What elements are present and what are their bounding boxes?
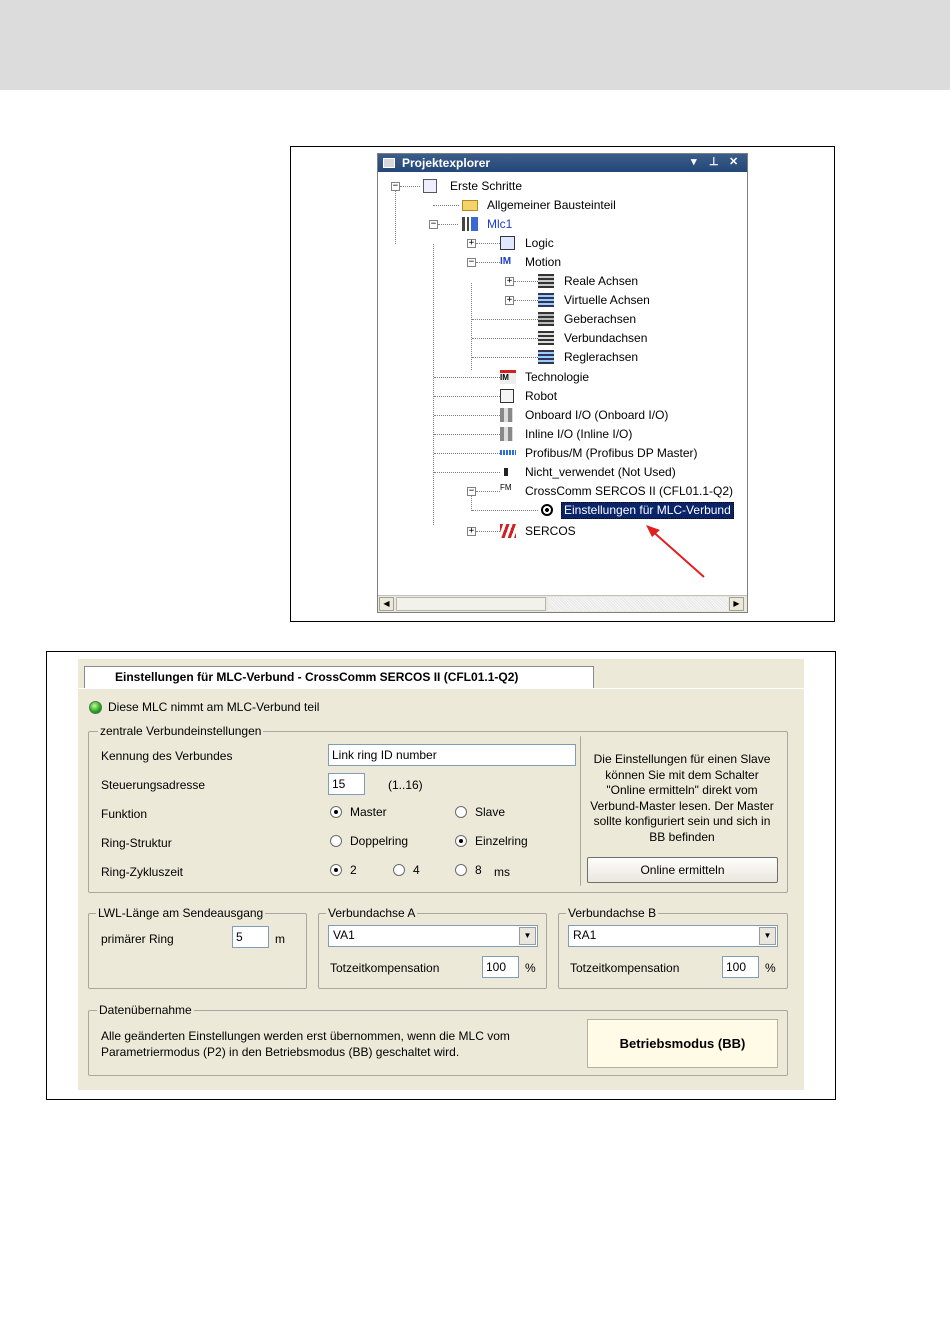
logic-icon <box>500 236 515 250</box>
tree-line <box>514 300 538 301</box>
explorer-titlebar <box>378 154 747 172</box>
radio-zyklus-4[interactable] <box>393 864 405 876</box>
scroll-right-icon[interactable]: ▶ <box>729 597 744 611</box>
tree-label: Onboard I/O (Onboard I/O) <box>525 408 669 422</box>
tree-label: Erste Schritte <box>450 179 523 193</box>
tree-label: Technologie <box>525 370 590 384</box>
tree-item-reglerachsen[interactable] <box>378 348 747 366</box>
arrow-shaft <box>650 529 704 577</box>
steuerungsadresse-input[interactable]: 15 <box>328 773 365 795</box>
tree-label: Inline I/O (Inline I/O) <box>525 427 633 441</box>
tab-einstellungen[interactable]: Einstellungen für MLC-Verbund - CrossComm SERCOS II (CFL01.1-Q2) <box>84 666 594 688</box>
tree-label: Robot <box>525 389 558 403</box>
tree-line <box>472 319 538 320</box>
tree-line <box>476 262 500 263</box>
collapse-icon[interactable]: − <box>430 219 437 229</box>
group-legend-lwl: LWL-Länge am Sendeausgang <box>98 906 264 920</box>
group-legend-central: zentrale Verbundeinstellungen <box>100 724 262 738</box>
verbundachse-a-select[interactable] <box>328 925 538 947</box>
tree-label-selected: Einstellungen für MLC-Verbund <box>561 502 734 519</box>
tree-label: Nicht_verwendet (Not Used) <box>525 465 676 479</box>
info-line: BB befinden <box>649 829 715 844</box>
tree-item-virtuelle-achsen[interactable] <box>378 291 747 309</box>
tree-label: Allgemeiner Bausteinteil <box>487 198 616 212</box>
totzeit-a-label: Totzeitkompensation <box>330 961 440 975</box>
totzeit-a-unit: % <box>525 961 536 975</box>
steuerungsadresse-range: (1..16) <box>388 778 423 792</box>
verbundachse-a-value: VA1 <box>333 928 355 942</box>
project-icon <box>423 179 437 193</box>
scroll-track[interactable] <box>548 597 728 611</box>
tree-line <box>476 531 500 532</box>
annotation-arrow <box>630 515 720 590</box>
tree-item-robot[interactable] <box>378 387 747 405</box>
tree-label: Mlc1 <box>487 217 513 231</box>
tree-item-verbundachsen[interactable] <box>378 329 747 347</box>
tree-item-geberachsen[interactable] <box>378 310 747 328</box>
pin-icon[interactable]: ⊥ <box>709 156 719 168</box>
io-icon <box>500 408 513 422</box>
tree-item-profibus[interactable] <box>378 444 747 462</box>
tree-label: Profibus/M (Profibus DP Master) <box>525 446 698 460</box>
scroll-thumb[interactable] <box>396 597 546 611</box>
collapse-icon[interactable]: − <box>392 181 399 191</box>
tree-label: Verbundachsen <box>564 331 648 345</box>
tree-item-technologie[interactable] <box>378 368 747 386</box>
tree-label: Logic <box>525 236 554 250</box>
tree-label: Virtuelle Achsen <box>564 293 650 307</box>
steuerungsadresse-label: Steuerungsadresse <box>101 778 206 792</box>
unused-icon <box>504 468 508 476</box>
betriebsmodus-status: Betriebsmodus (BB) <box>587 1019 778 1068</box>
tree-line <box>476 491 500 492</box>
scroll-left-icon[interactable]: ◀ <box>379 597 394 611</box>
axis-icon <box>538 274 554 288</box>
primaerer-ring-input[interactable]: 5 <box>232 926 269 948</box>
robot-icon <box>500 389 514 403</box>
info-line: sollte konfiguriert sein und sich in <box>593 814 771 828</box>
radio-master-label: Master <box>350 805 387 819</box>
tree-item-erste-schritte[interactable] <box>378 177 747 195</box>
encoder-axis-icon <box>538 312 554 326</box>
crosscomm-icon: FM <box>500 483 512 492</box>
info-line: Die Einstellungen für einen Slave <box>593 752 771 766</box>
expand-icon[interactable]: + <box>506 276 513 286</box>
mlc-icon <box>462 217 478 231</box>
tree-line <box>472 357 538 358</box>
tree-item-motion[interactable] <box>378 253 747 271</box>
tree-line <box>434 396 500 397</box>
totzeit-a-input[interactable]: 100 <box>482 956 519 978</box>
tree-line <box>472 510 538 511</box>
expand-icon[interactable]: + <box>468 526 475 536</box>
collapse-icon[interactable]: − <box>468 257 475 267</box>
daten-text-line-1: Alle geänderten Einstellungen werden erst übernommen, wenn die MLC vom <box>101 1029 510 1043</box>
status-text: Diese MLC nimmt am MLC-Verbund teil <box>108 700 320 714</box>
technology-icon: IM <box>500 370 516 384</box>
tab-divider <box>78 688 804 689</box>
tree-item-nicht-verwendet[interactable] <box>378 463 747 481</box>
tree-label: Reglerachsen <box>564 350 639 364</box>
close-icon[interactable]: ✕ <box>729 156 739 168</box>
group-legend-daten: Datenübernahme <box>99 1003 192 1017</box>
online-ermitteln-button[interactable]: Online ermitteln <box>587 857 778 883</box>
dropdown-icon[interactable]: ▾ <box>691 156 697 168</box>
tree-line <box>434 434 500 435</box>
info-line: "Online ermitteln" direkt vom <box>606 783 758 797</box>
radio-zyklus-8[interactable] <box>455 864 467 876</box>
verbundachse-b-value: RA1 <box>573 928 597 942</box>
sercos-icon <box>500 524 516 538</box>
expand-icon[interactable]: + <box>468 238 475 248</box>
page-header-band <box>0 0 950 90</box>
chevron-down-icon[interactable]: ▼ <box>759 927 776 945</box>
tree-item-mlc1[interactable] <box>378 215 747 233</box>
tree-label: Geberachsen <box>564 312 637 326</box>
tree-line <box>514 281 538 282</box>
tree-item-onboard-io[interactable] <box>378 406 747 424</box>
radio-einzelring[interactable] <box>455 835 467 847</box>
totzeit-b-label: Totzeitkompensation <box>570 961 680 975</box>
zyklus-unit: ms <box>494 865 510 879</box>
radio-zyklus-2-label: 2 <box>350 863 357 877</box>
radio-zyklus-8-label: 8 <box>475 863 482 877</box>
info-line: Verbund-Master lesen. Der Master <box>590 798 774 813</box>
folder-icon <box>462 200 478 211</box>
horizontal-scrollbar[interactable] <box>378 595 747 612</box>
tree-label: SERCOS <box>525 524 576 538</box>
tree-item-allgemeiner[interactable] <box>378 196 747 214</box>
link-axis-icon <box>538 331 554 345</box>
tree-item-reale-achsen[interactable] <box>378 272 747 290</box>
primaerer-ring-label: primärer Ring <box>101 932 174 946</box>
settings-target-icon <box>541 504 553 516</box>
kennung-input[interactable]: Link ring ID number <box>328 744 576 766</box>
ring-zykluszeit-label: Ring-Zykluszeit <box>101 865 184 879</box>
totzeit-b-input[interactable]: 100 <box>722 956 759 978</box>
group-lwl <box>88 913 307 989</box>
radio-einzelring-label: Einzelring <box>475 834 528 848</box>
info-text <box>583 752 781 845</box>
tree-item-inline-io[interactable] <box>378 425 747 443</box>
virtual-axis-icon <box>538 293 554 307</box>
io-icon <box>500 427 513 441</box>
daten-text-line-2: Parametriermodus (P2) in den Betriebsmodus (BB) geschaltet wird. <box>101 1045 460 1059</box>
status-led-icon <box>89 701 102 714</box>
kennung-label: Kennung des Verbundes <box>101 749 233 763</box>
radio-slave-label: Slave <box>475 805 506 819</box>
radio-slave[interactable] <box>455 806 467 818</box>
tree-line <box>472 338 538 339</box>
primaerer-ring-unit: m <box>275 932 285 946</box>
chevron-down-icon[interactable]: ▼ <box>519 927 536 945</box>
collapse-icon[interactable]: − <box>468 486 475 496</box>
separator <box>580 736 582 886</box>
tree-item-crosscomm[interactable] <box>378 482 747 500</box>
tree-label: CrossComm SERCOS II (CFL01.1-Q2) <box>525 484 734 498</box>
tree-label: Reale Achsen <box>564 274 639 288</box>
radio-master[interactable] <box>330 806 342 818</box>
verbundachse-b-select[interactable] <box>568 925 778 947</box>
ring-struktur-label: Ring-Struktur <box>101 836 172 850</box>
tree-label: Motion <box>525 255 562 269</box>
funktion-label: Funktion <box>101 807 148 821</box>
info-line: können Sie mit dem Schalter <box>605 767 759 782</box>
radio-doppelring-label: Doppelring <box>350 834 409 848</box>
tree-line <box>434 415 500 416</box>
explorer-title: Projektexplorer <box>402 156 491 170</box>
tree-line <box>434 453 500 454</box>
radio-zyklus-4-label: 4 <box>413 863 420 877</box>
tree-line <box>434 472 500 473</box>
expand-icon[interactable]: + <box>506 295 513 305</box>
tree-line <box>434 377 500 378</box>
radio-zyklus-2[interactable] <box>330 864 342 876</box>
controller-axis-icon <box>538 350 554 364</box>
radio-doppelring[interactable] <box>330 835 342 847</box>
profibus-icon <box>500 450 516 455</box>
window-icon <box>383 158 395 168</box>
totzeit-b-unit: % <box>765 961 776 975</box>
tree-line <box>476 243 500 244</box>
motion-icon: IM <box>500 256 512 267</box>
tree-item-logic[interactable] <box>378 234 747 252</box>
group-legend-achse-b: Verbundachse B <box>568 906 657 920</box>
group-legend-achse-a: Verbundachse A <box>328 906 416 920</box>
